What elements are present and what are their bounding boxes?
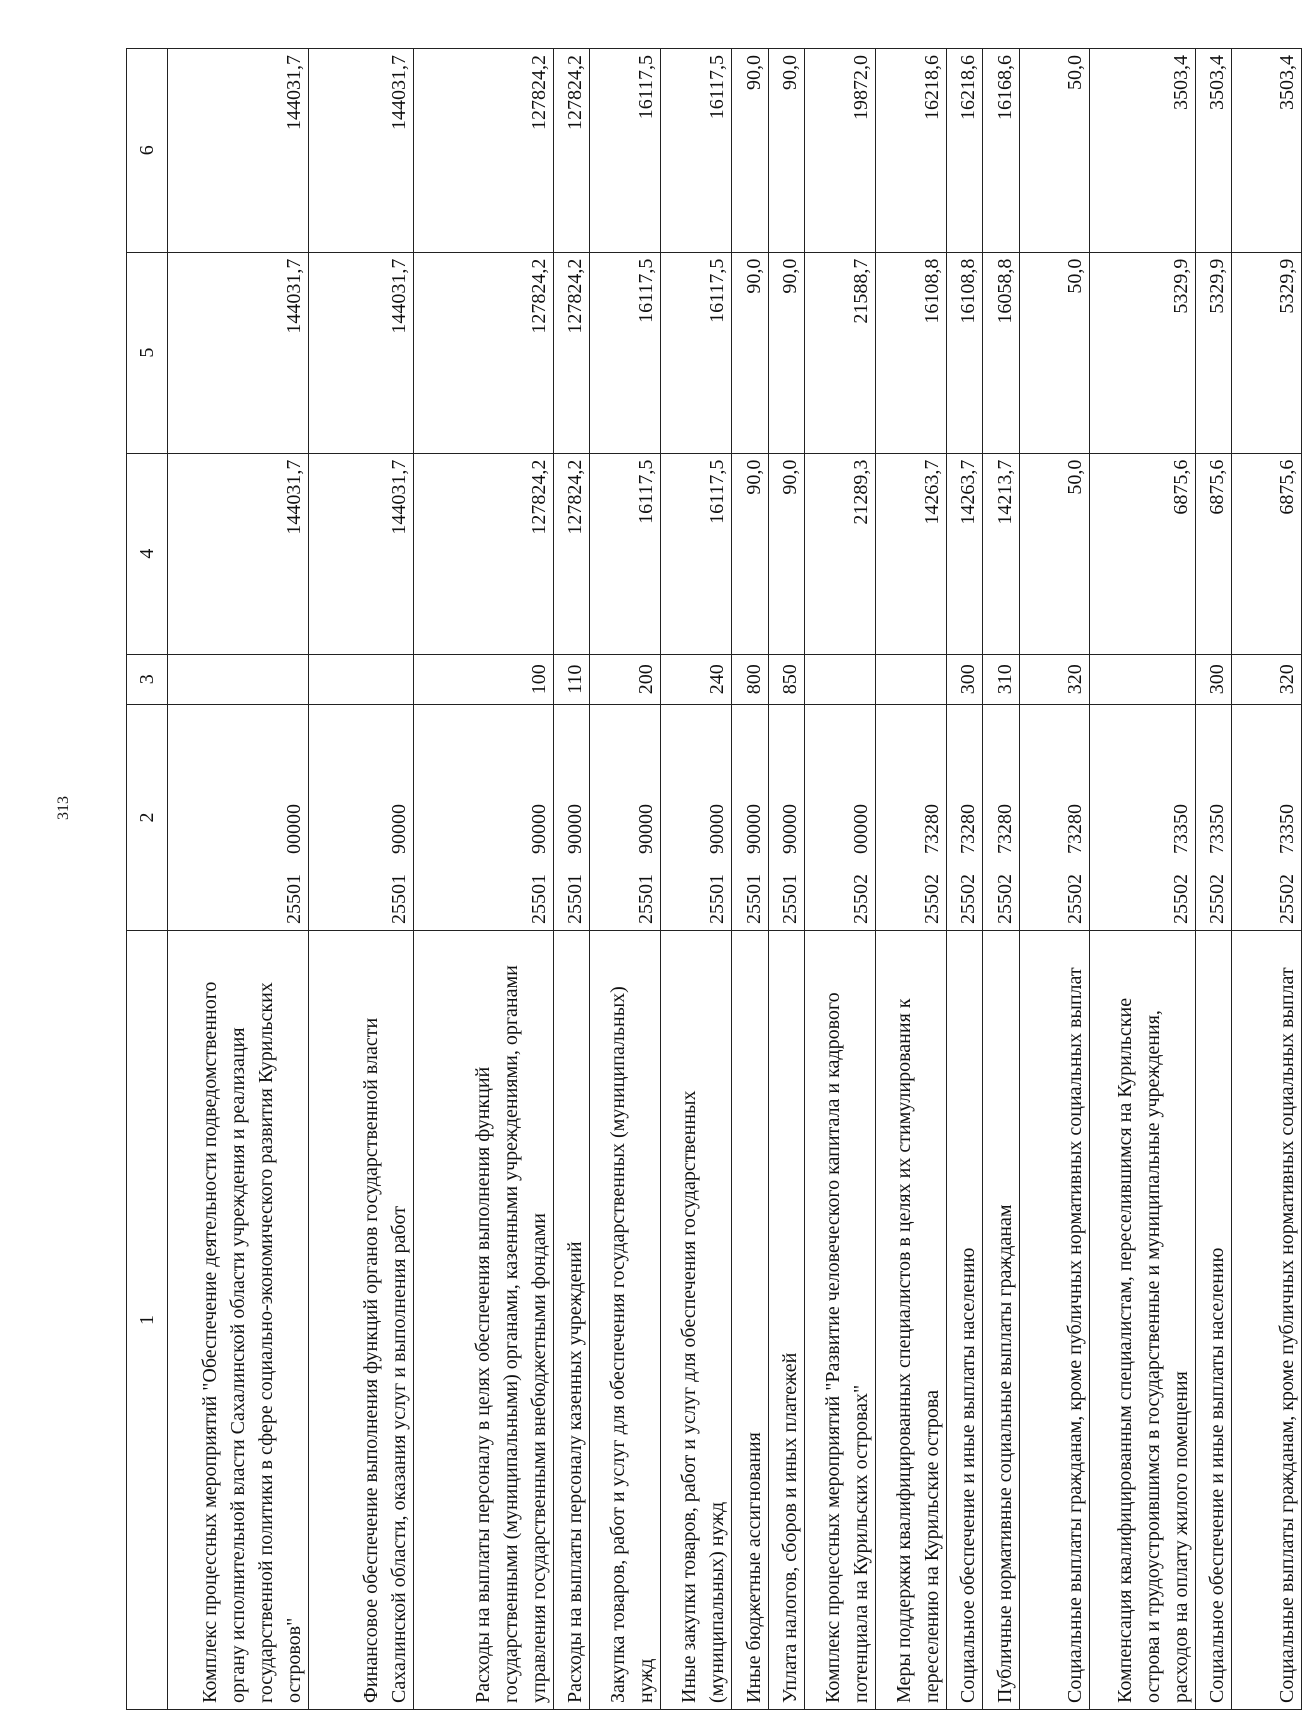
table-row [1195, 49, 1231, 1710]
code-part-a: 25501 [706, 874, 729, 925]
expense-name: Расходы на выплаты персоналу казенных учреждений [553, 931, 589, 1710]
expense-type-code: 200 [590, 654, 661, 704]
target-code [1089, 704, 1195, 930]
expense-name: Иные закупки товаров, работ и услуг для обеспечения государственных (муниципальных) нужд [661, 931, 732, 1710]
amount-col-4: 21289,3 [804, 453, 875, 654]
amount-col-6: 144031,7 [309, 49, 414, 253]
expense-name: Комплекс процессных мероприятий "Развитие человеческого капитала и кадрового потенциала на Курильских островах" [804, 931, 875, 1710]
header-cell: 1 [127, 931, 168, 1710]
target-code [168, 704, 309, 930]
amount-col-4: 16117,5 [661, 453, 732, 654]
amount-col-4: 6875,6 [1231, 453, 1301, 654]
code-part-b: 90000 [742, 804, 765, 855]
code-part-a: 25502 [850, 874, 873, 925]
code-part-b: 90000 [706, 804, 729, 855]
amount-col-5: 16108,8 [876, 252, 947, 453]
expense-name: Закупка товаров, работ и услуг для обеспечения государственных (муниципальных) нужд [590, 931, 661, 1710]
target-code [553, 704, 589, 930]
expense-name: Иные бюджетные ассигнования [732, 931, 768, 1710]
amount-col-6: 16218,6 [876, 49, 947, 253]
amount-col-6: 16117,5 [590, 49, 661, 253]
target-code [804, 704, 875, 930]
table-row [876, 49, 947, 1710]
code-part-b: 73280 [921, 804, 944, 855]
table-row [661, 49, 732, 1710]
code-part-a: 25501 [527, 874, 550, 925]
table-row [414, 49, 554, 1710]
amount-col-4: 6875,6 [1195, 453, 1231, 654]
amount-col-5: 144031,7 [309, 252, 414, 453]
amount-col-4: 14263,7 [947, 453, 983, 654]
code-part-b: 73280 [993, 804, 1016, 855]
code-part-a: 25501 [283, 874, 306, 925]
amount-col-5: 90,0 [768, 252, 804, 453]
expense-name: Финансовое обеспечение выполнения функций органов государственной власти Сахалинской области, оказания услуг и выполнения работ [309, 931, 414, 1710]
code-part-b: 00000 [850, 804, 873, 855]
expense-type-code: 240 [661, 654, 732, 704]
rotated-table-container [126, 48, 1302, 1710]
budget-table [126, 48, 1302, 1710]
expense-name: Социальное обеспечение и иные выплаты населению [1195, 931, 1231, 1710]
expense-type-code: 300 [1195, 654, 1231, 704]
code-part-a: 25501 [742, 874, 765, 925]
amount-col-4: 6875,6 [1089, 453, 1195, 654]
amount-col-5: 5329,9 [1231, 252, 1301, 453]
expense-name: Комплекс процессных мероприятий "Обеспечение деятельности подведомственного органу исполнительной власти Сахалинской области учреждения и реализация государственной политики в сфере социально-экономического развития Курильских островов" [168, 931, 309, 1710]
table-row [553, 49, 589, 1710]
target-code [983, 704, 1019, 930]
table-row [804, 49, 875, 1710]
code-part-b: 73350 [1169, 804, 1192, 855]
amount-col-5: 16117,5 [661, 252, 732, 453]
code-part-a: 25502 [993, 874, 1016, 925]
expense-name: Уплата налогов, сборов и иных платежей [768, 931, 804, 1710]
target-code [947, 704, 983, 930]
code-part-b: 73350 [1276, 804, 1298, 855]
expense-type-code: 320 [1231, 654, 1301, 704]
amount-col-5: 90,0 [732, 252, 768, 453]
amount-col-4: 90,0 [768, 453, 804, 654]
amount-col-4: 16117,5 [590, 453, 661, 654]
target-code [732, 704, 768, 930]
code-part-a: 25502 [1205, 874, 1228, 925]
header-cell: 3 [127, 654, 168, 704]
amount-col-4: 14263,7 [876, 453, 947, 654]
expense-type-code: 800 [732, 654, 768, 704]
header-cell: 5 [127, 252, 168, 453]
amount-col-6: 90,0 [768, 49, 804, 253]
amount-col-6: 3503,4 [1089, 49, 1195, 253]
header-cell: 6 [127, 49, 168, 253]
target-code [768, 704, 804, 930]
amount-col-4: 144031,7 [309, 453, 414, 654]
amount-col-6: 3503,4 [1195, 49, 1231, 253]
code-part-b: 73280 [957, 804, 980, 855]
target-code [414, 704, 554, 930]
amount-col-6: 50,0 [1019, 49, 1089, 253]
code-part-b: 73350 [1205, 804, 1228, 855]
code-part-b: 90000 [527, 804, 550, 855]
expense-type-code: 110 [553, 654, 589, 704]
code-part-a: 25501 [564, 874, 587, 925]
expense-type-code: 100 [414, 654, 554, 704]
amount-col-5: 144031,7 [168, 252, 309, 453]
code-part-b: 90000 [635, 804, 658, 855]
amount-col-6: 127824,2 [553, 49, 589, 253]
expense-type-code: 320 [1019, 654, 1089, 704]
expense-name: Публичные нормативные социальные выплаты гражданам [983, 931, 1019, 1710]
header-cell: 4 [127, 453, 168, 654]
header-cell: 2 [127, 704, 168, 930]
amount-col-4: 90,0 [732, 453, 768, 654]
expense-type-code [804, 654, 875, 704]
expense-name: Меры поддержки квалифицированных специалистов в целях их стимулирования к переселению на Курильские острова [876, 931, 947, 1710]
code-part-a: 25502 [1063, 874, 1086, 925]
table-row [732, 49, 768, 1710]
table-row [1231, 49, 1301, 1710]
expense-type-code [309, 654, 414, 704]
amount-col-6: 127824,2 [414, 49, 554, 253]
amount-col-6: 16117,5 [661, 49, 732, 253]
code-part-a: 25501 [388, 874, 411, 925]
table-row [947, 49, 983, 1710]
expense-type-code [168, 654, 309, 704]
code-part-a: 25502 [1276, 874, 1298, 925]
table-row [168, 49, 309, 1710]
amount-col-5: 21588,7 [804, 252, 875, 453]
amount-col-4: 50,0 [1019, 453, 1089, 654]
code-part-b: 90000 [564, 804, 587, 855]
amount-col-5: 5329,9 [1195, 252, 1231, 453]
table-row [983, 49, 1019, 1710]
code-part-a: 25501 [778, 874, 801, 925]
amount-col-5: 16108,8 [947, 252, 983, 453]
table-row [768, 49, 804, 1710]
amount-col-5: 50,0 [1019, 252, 1089, 453]
expense-name: Социальное обеспечение и иные выплаты населению [947, 931, 983, 1710]
expense-name: Социальные выплаты гражданам, кроме публичных нормативных социальных выплат [1019, 931, 1089, 1710]
code-part-b: 73280 [1063, 804, 1086, 855]
amount-col-6: 19872,0 [804, 49, 875, 253]
amount-col-5: 16117,5 [590, 252, 661, 453]
target-code [661, 704, 732, 930]
amount-col-6: 16168,6 [983, 49, 1019, 253]
table-row [1089, 49, 1195, 1710]
page-number: 313 [55, 796, 72, 820]
code-part-a: 25502 [921, 874, 944, 925]
amount-col-4: 144031,7 [168, 453, 309, 654]
amount-col-6: 3503,4 [1231, 49, 1301, 253]
target-code [1231, 704, 1301, 930]
table-row [309, 49, 414, 1710]
code-part-a: 25502 [957, 874, 980, 925]
amount-col-5: 127824,2 [414, 252, 554, 453]
expense-type-code: 310 [983, 654, 1019, 704]
table-header-row [127, 49, 168, 1710]
amount-col-4: 127824,2 [414, 453, 554, 654]
code-part-b: 00000 [283, 804, 306, 855]
code-part-a: 25501 [635, 874, 658, 925]
expense-type-code [876, 654, 947, 704]
amount-col-4: 14213,7 [983, 453, 1019, 654]
amount-col-6: 90,0 [732, 49, 768, 253]
code-part-b: 90000 [778, 804, 801, 855]
expense-type-code: 850 [768, 654, 804, 704]
amount-col-5: 5329,9 [1089, 252, 1195, 453]
code-part-b: 90000 [388, 804, 411, 855]
expense-name: Расходы на выплаты персоналу в целях обеспечения выполнения функций государственными (муниципальными) органами, казенными учреждениями, органами управления государственными внебюджетными фондами [414, 931, 554, 1710]
expense-name: Социальные выплаты гражданам, кроме публичных нормативных социальных выплат [1231, 931, 1301, 1710]
expense-name: Компенсация квалифицированным специалистам, переселившимся на Курильские острова и трудоустроившимся в государственные и муниципальные учреждения, расходов на оплату жилого помещения [1089, 931, 1195, 1710]
target-code [1019, 704, 1089, 930]
target-code [1195, 704, 1231, 930]
target-code [309, 704, 414, 930]
amount-col-5: 127824,2 [553, 252, 589, 453]
table-row [1019, 49, 1089, 1710]
amount-col-5: 16058,8 [983, 252, 1019, 453]
amount-col-6: 144031,7 [168, 49, 309, 253]
amount-col-6: 16218,6 [947, 49, 983, 253]
code-part-a: 25502 [1169, 874, 1192, 925]
target-code [876, 704, 947, 930]
expense-type-code: 300 [947, 654, 983, 704]
amount-col-4: 127824,2 [553, 453, 589, 654]
target-code [590, 704, 661, 930]
expense-type-code [1089, 654, 1195, 704]
table-row [590, 49, 661, 1710]
